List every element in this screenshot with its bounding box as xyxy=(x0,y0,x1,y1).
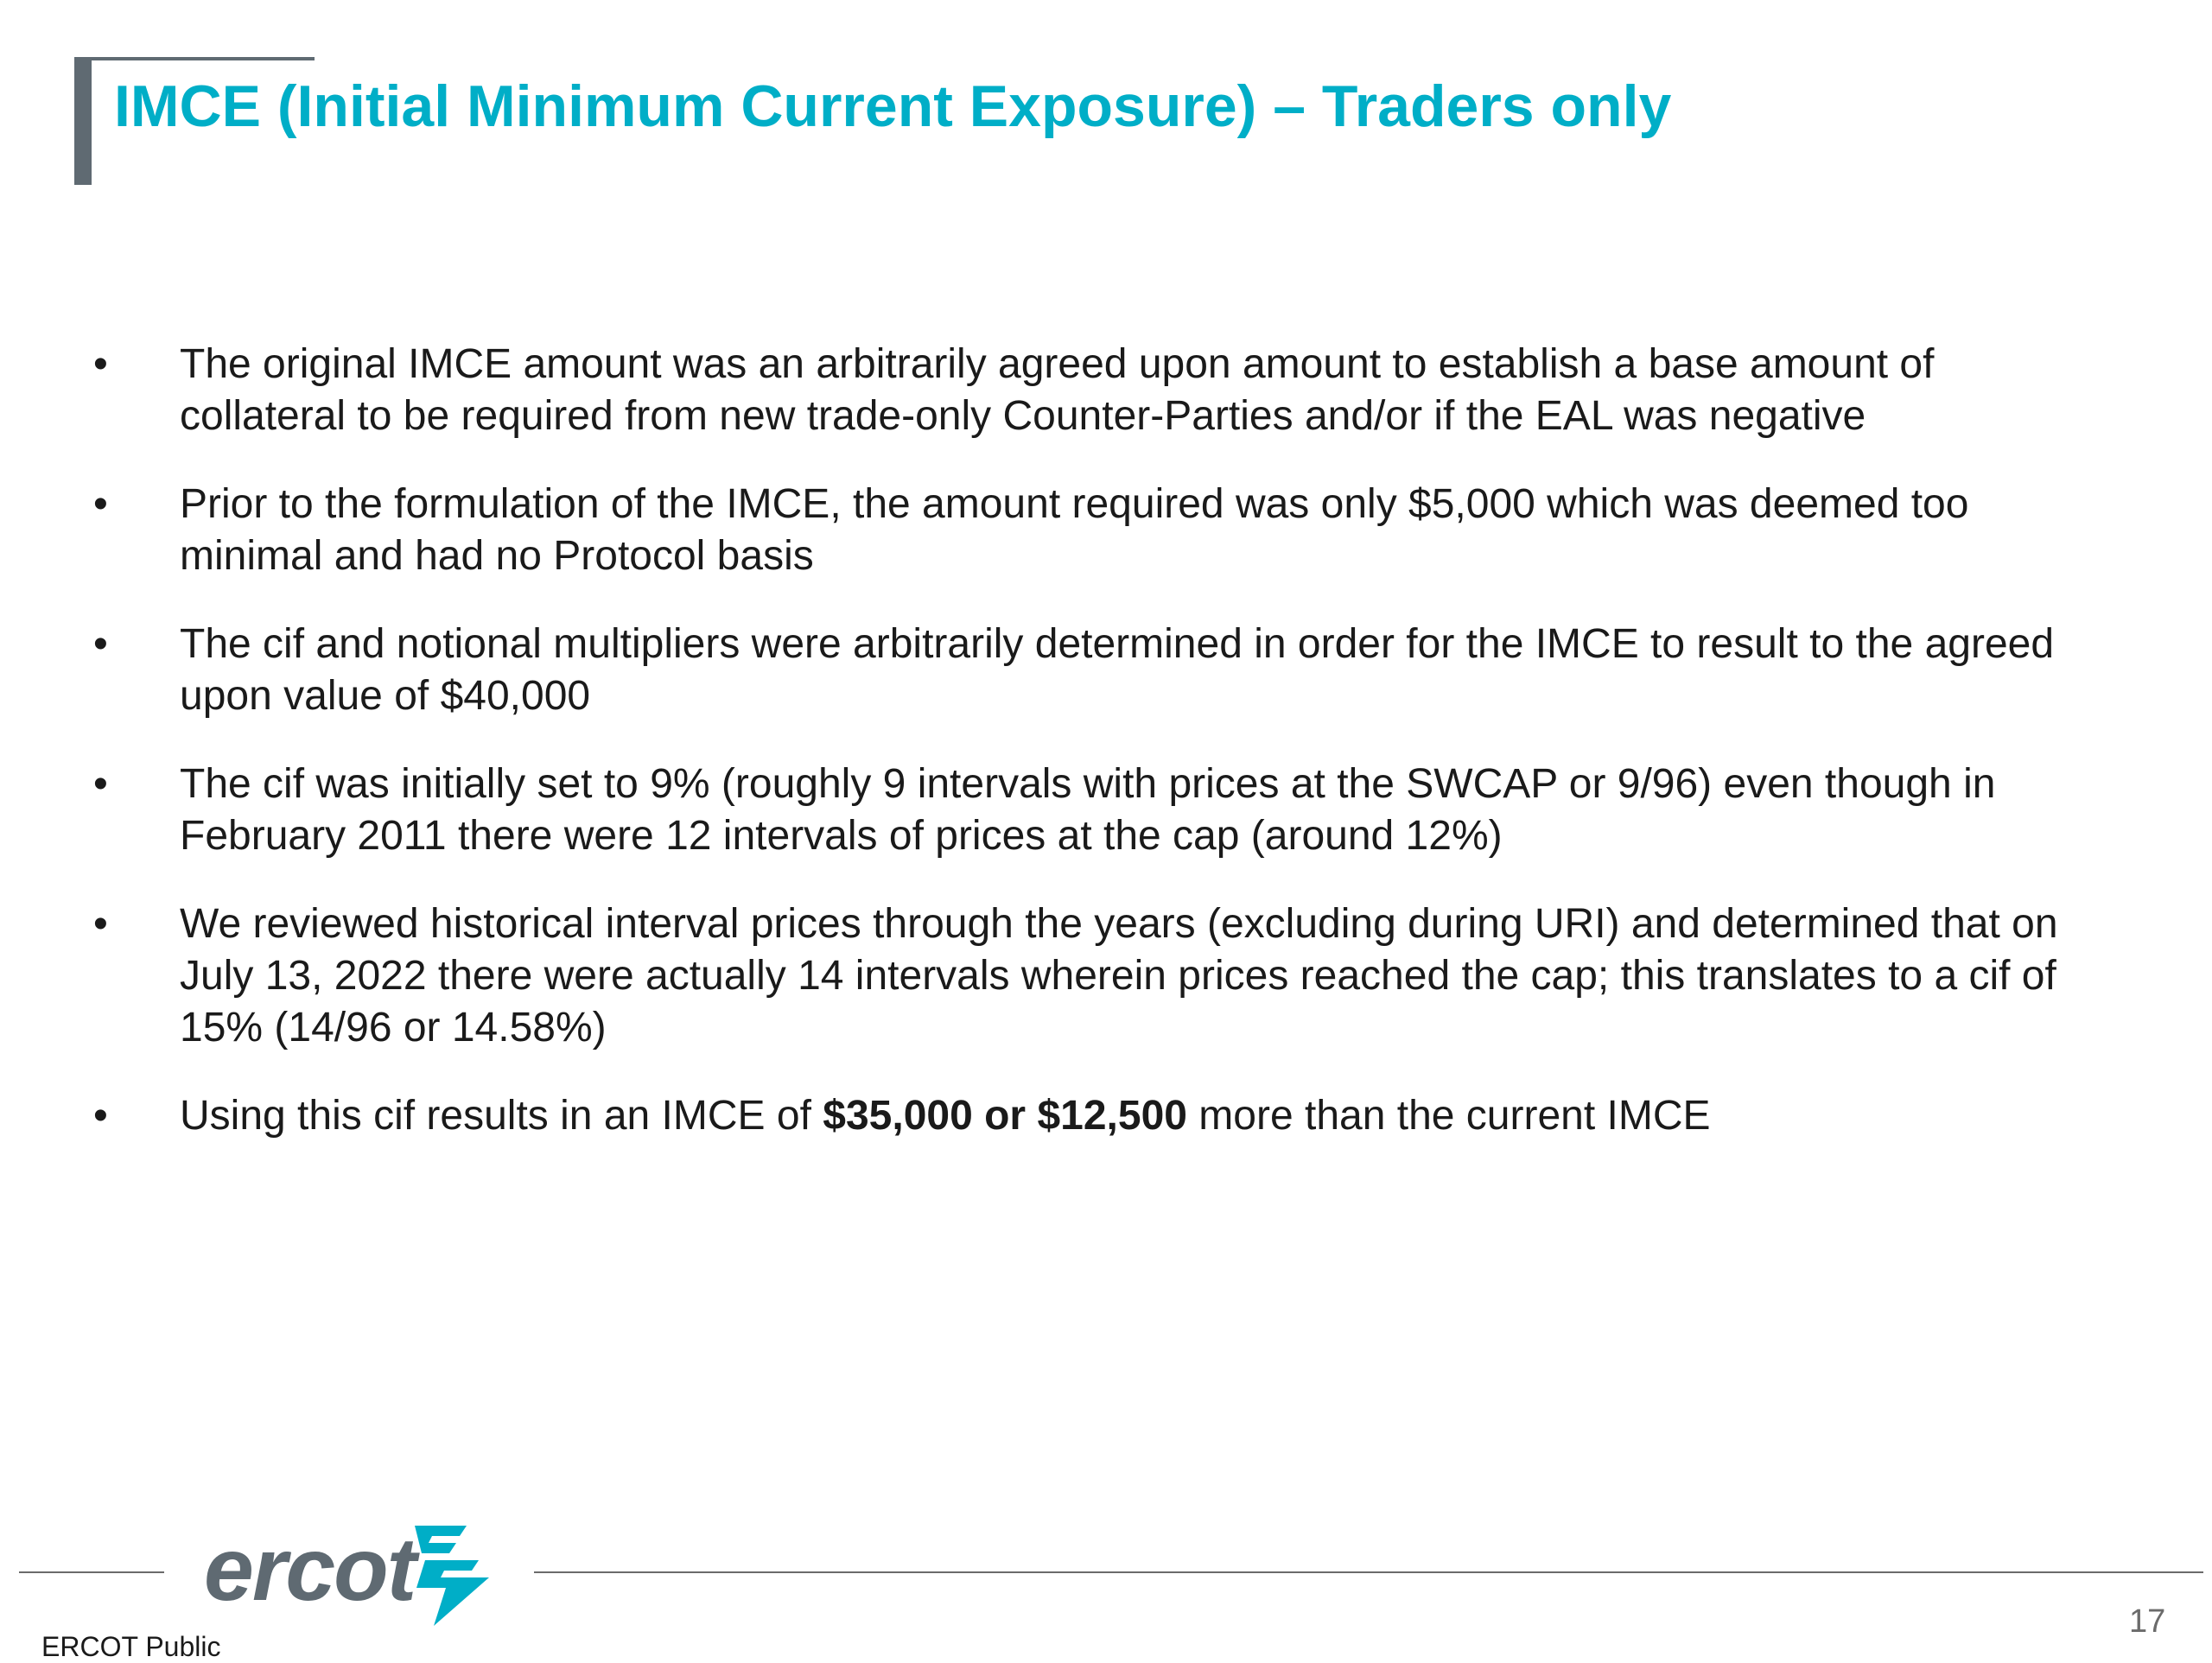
bullet-text xyxy=(180,1090,2107,1142)
bullet-text-before: Using this cif results in an IMCE of xyxy=(180,1093,823,1139)
bullet-text: The original IMCE amount was an arbitrarily agreed upon amount to establish a base amount of collateral to be required from new trade-only Counter-Parties and/or if the EAL was negative xyxy=(180,341,1935,439)
bullet-marker: • xyxy=(93,901,108,947)
bullet-text: Prior to the formulation of the IMCE, the amount required was only $5,000 which was deemed too minimal and had no Protocol basis xyxy=(180,481,1969,579)
bullet-item xyxy=(93,759,2107,862)
bullet-text: The cif and notional multipliers were arbitrarily determined in order for the IMCE to result to the agreed upon value of $40,000 xyxy=(180,621,2055,719)
bullet-marker: • xyxy=(93,1093,108,1139)
ercot-logo xyxy=(204,1522,498,1629)
logo-wordmark: ercot xyxy=(204,1520,416,1620)
bullet-marker: • xyxy=(93,481,108,527)
bullet-marker: • xyxy=(93,761,108,807)
footer-divider-left xyxy=(19,1571,164,1573)
bullet-item xyxy=(93,339,2107,442)
bullet-text: We reviewed historical interval prices through the years (excluding during URI) and determined that on July 13, 2022 there were actually 14 intervals wherein prices reached the cap; this translates to a cif of 15% (14/96 or 14.58%) xyxy=(180,901,2058,1050)
bullet-text: The cif was initially set to 9% (roughly 9 intervals with prices at the SWCAP or 9/96) even though in February 2011 there were 12 intervals of prices at the cap (around 12%) xyxy=(180,761,1996,859)
bullet-marker: • xyxy=(93,621,108,667)
title-bracket-vertical xyxy=(74,57,92,185)
bullet-item xyxy=(93,1090,2107,1142)
page-number: 17 xyxy=(2129,1603,2166,1640)
footer-label: ERCOT Public xyxy=(41,1631,221,1662)
footer-divider-right xyxy=(534,1571,2203,1573)
bullet-list xyxy=(93,339,2107,1178)
bullet-item xyxy=(93,619,2107,722)
bullet-text-after: more than the current IMCE xyxy=(1186,1093,1711,1139)
bullet-text-bold: $35,000 or $12,500 xyxy=(823,1093,1187,1139)
bullet-item xyxy=(93,479,2107,582)
title-bracket-horizontal xyxy=(74,57,315,60)
ercot-bolt-icon xyxy=(399,1522,494,1629)
bullet-item xyxy=(93,898,2107,1054)
bullet-marker: • xyxy=(93,341,108,387)
slide-title: IMCE (Initial Minimum Current Exposure) – Traders only xyxy=(114,73,1672,139)
